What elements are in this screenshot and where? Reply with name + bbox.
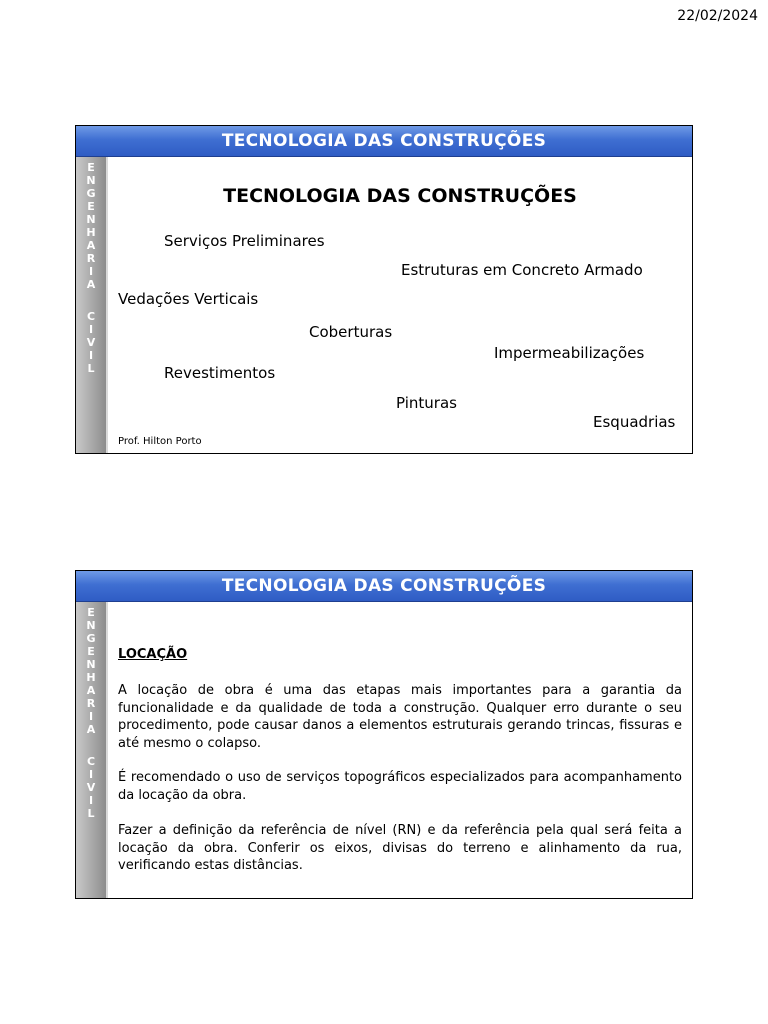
- paragraph: Fazer a definição da referência de nível (RN) e da referência pela qual será feita a locação da obra. Conferir os eixos, divisas do terreno e alinhamento da rua, verificando estas distâncias.: [118, 823, 682, 873]
- topic-item: Vedações Verticais: [118, 290, 259, 308]
- sidebar-letter: N: [86, 619, 96, 632]
- paragraph: A locação de obra é uma das etapas mais importantes para a garantia da funcionalidade e da qualidade de toda a construção. Qualquer erro durante o seu procedimento, pode causar danos a elementos estruturais gerando trincas, fissuras e até mesmo o colapso.: [118, 683, 682, 751]
- sidebar-letter: L: [87, 362, 95, 375]
- slide-content: [118, 157, 682, 453]
- sidebar-letter: N: [86, 174, 96, 187]
- sidebar-letter: G: [86, 632, 96, 645]
- professor-name: Prof. Hilton Porto: [118, 436, 202, 447]
- slide-2: [75, 570, 693, 899]
- topic-item: Impermeabilizações: [494, 344, 645, 362]
- sidebar-letter: I: [88, 349, 94, 362]
- topic-item: Estruturas em Concreto Armado: [401, 261, 643, 279]
- topic-item: Serviços Preliminares: [164, 232, 325, 250]
- sidebar-letter: A: [86, 239, 96, 252]
- sidebar-letter: E: [87, 200, 95, 213]
- sidebar-gap: [76, 736, 106, 755]
- sidebar-letter: I: [88, 710, 94, 723]
- sidebar-letter: H: [86, 226, 96, 239]
- sidebar-letter: R: [86, 697, 96, 710]
- slide-title: TECNOLOGIA DAS CONSTRUÇÕES: [223, 185, 577, 207]
- slide-header: TECNOLOGIA DAS CONSTRUÇÕES: [76, 571, 692, 602]
- slide-content: [118, 602, 682, 898]
- sidebar-gap: [76, 291, 106, 310]
- vertical-sidebar: [76, 602, 108, 898]
- sidebar-letter: N: [86, 658, 96, 671]
- sidebar-letter: A: [86, 278, 96, 291]
- vertical-sidebar: [76, 157, 108, 453]
- topic-item: Coberturas: [309, 323, 393, 341]
- sidebar-letter: G: [86, 187, 96, 200]
- sidebar-letter: A: [86, 684, 96, 697]
- sidebar-letter: V: [86, 336, 96, 349]
- sidebar-letter: A: [86, 723, 96, 736]
- slide-1: [75, 125, 693, 454]
- topic-item: Revestimentos: [164, 364, 276, 382]
- sidebar-letter: I: [88, 768, 94, 781]
- page-date: 22/02/2024: [677, 8, 758, 24]
- sidebar-letter: C: [86, 755, 96, 768]
- sidebar-letter: E: [87, 645, 95, 658]
- topic-item: Esquadrias: [593, 413, 676, 431]
- paragraph: É recomendado o uso de serviços topográficos especializados para acompanhamento da locação da obra.: [118, 770, 682, 803]
- section-title: LOCAÇÃO: [118, 647, 188, 662]
- sidebar-letter: I: [88, 323, 94, 336]
- sidebar-letter: R: [86, 252, 96, 265]
- slide-header: TECNOLOGIA DAS CONSTRUÇÕES: [76, 126, 692, 157]
- sidebar-letter: I: [88, 794, 94, 807]
- sidebar-letter: C: [86, 310, 96, 323]
- sidebar-letter: E: [87, 161, 95, 174]
- sidebar-letter: L: [87, 807, 95, 820]
- sidebar-letter: H: [86, 671, 96, 684]
- sidebar-letter: N: [86, 213, 96, 226]
- sidebar-letter: V: [86, 781, 96, 794]
- topic-item: Pinturas: [396, 394, 457, 412]
- sidebar-letter: I: [88, 265, 94, 278]
- sidebar-letter: E: [87, 606, 95, 619]
